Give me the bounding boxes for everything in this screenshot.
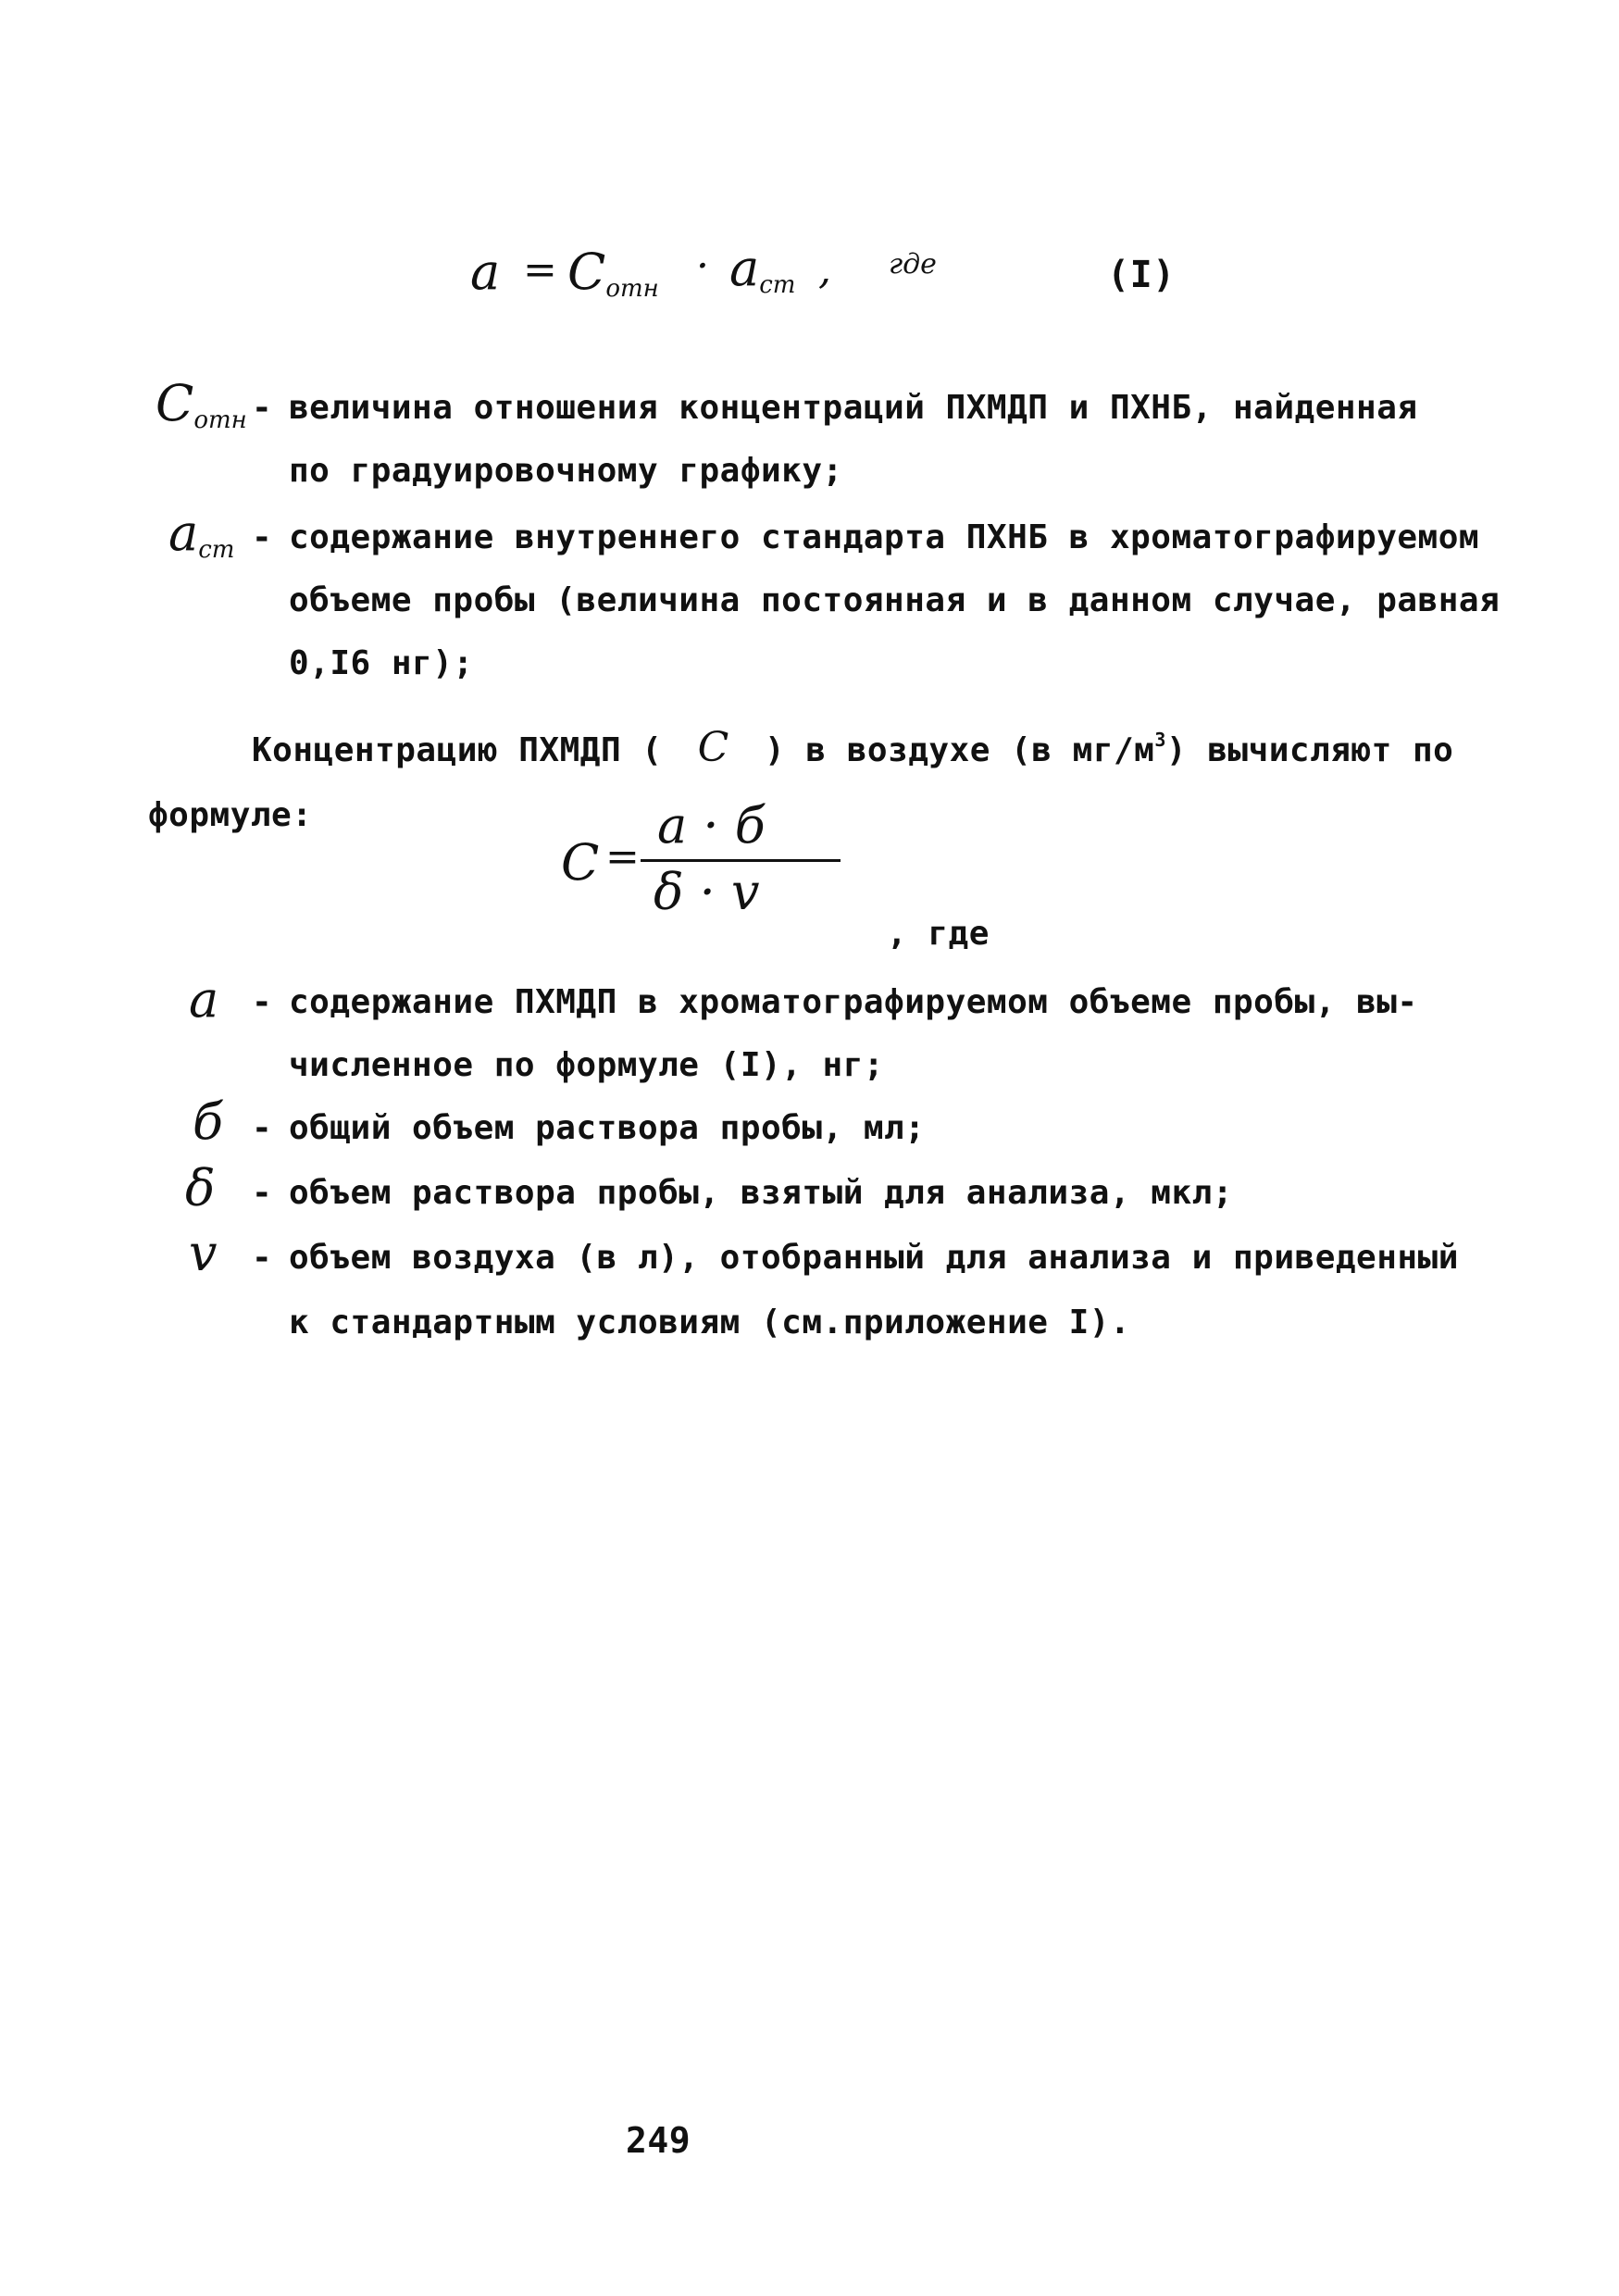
formula-2-where: , где [887, 915, 990, 953]
paragraph-symbol: C [697, 724, 729, 771]
formula-1-number: (I) [1107, 254, 1176, 296]
formula-2-lhs: C [561, 833, 600, 892]
definition-symbol: v [189, 1224, 218, 1282]
definition-text-line: численное по формуле (I), нг; [289, 1046, 885, 1084]
formula-1-comma: , [818, 246, 831, 293]
formula-1-where: где [889, 248, 937, 281]
definition-text-line: содержание ПХМДП в хроматографируемом объеме пробы, вы- [289, 983, 1418, 1021]
definition-dash: - [252, 1174, 273, 1212]
definition-text-line: 0,I6 нг); [289, 644, 474, 682]
definition-text-line: общий объем раствора пробы, мл; [289, 1109, 926, 1147]
definition-text-line: объем раствора пробы, взятый для анализа, мкл; [289, 1174, 1233, 1212]
formula-2-denominator: δ · v [654, 863, 760, 921]
definition-symbol: $a_{ст}$ [168, 504, 235, 564]
fraction-line [641, 859, 841, 862]
formula-1-lhs: a [470, 243, 501, 301]
definition-symbol: $C_{отн}$ [156, 374, 247, 434]
definition-dash: - [252, 1239, 273, 1277]
definition-text-line: к стандартным условиям (см.приложение I). [289, 1304, 1131, 1341]
definition-symbol: a [189, 970, 219, 1029]
definition-text-line: содержание внутреннего стандарта ПХНБ в хроматографируемом [289, 518, 1480, 556]
formula-2-equals: = [605, 833, 640, 880]
formula-2-numerator: a · б [657, 796, 766, 855]
definition-text-line: объеме пробы (величина постоянная и в данном случае, равная [289, 581, 1501, 619]
definition-text-line: величина отношения концентраций ПХМДП и ПХНБ, найденная [289, 389, 1418, 427]
page-number: 249 [626, 2120, 691, 2161]
definition-text-line: объем воздуха (в л), отобранный для анализа и приведенный [289, 1239, 1459, 1277]
definition-dash: - [252, 389, 273, 427]
formula-1-c-otn: $C_{отн}$ [567, 243, 659, 303]
definition-dash: - [252, 518, 273, 556]
formula-1-dot: · [696, 243, 709, 290]
formula-1-a-st: $a_{ст}$ [729, 239, 796, 299]
paragraph-text: Концентрацию ПХМДП ( C ) в воздухе (в $мг/м^3$) вычисляют по [252, 724, 1454, 771]
definition-dash: - [252, 1109, 273, 1147]
definition-text-line: по градуировочному графику; [289, 452, 843, 490]
formula-1-equals: = [523, 246, 557, 293]
definition-dash: - [252, 983, 273, 1021]
paragraph-text: формуле: [148, 796, 313, 834]
definition-symbol: δ [185, 1159, 216, 1217]
definition-symbol: б [193, 1092, 223, 1151]
